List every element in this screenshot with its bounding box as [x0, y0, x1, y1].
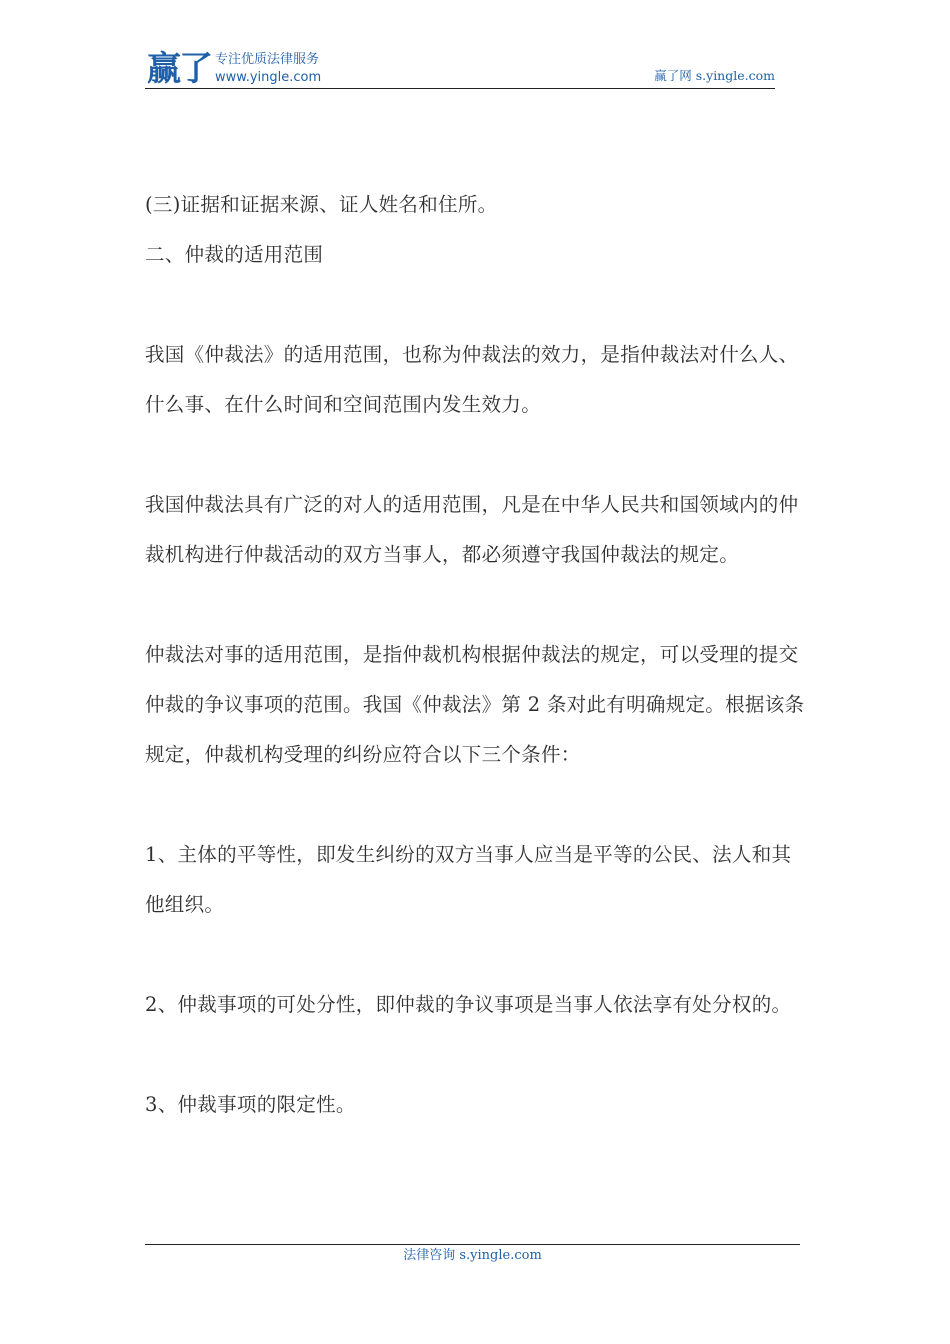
section-heading: 二、仲裁的适用范围 [145, 243, 324, 266]
header-site-link[interactable]: 赢了网 s.yingle.com [654, 68, 775, 83]
list-item-condition-2: 2、仲裁事项的可处分性，即仲裁的争议事项是当事人依法享有处分权的。 [145, 993, 792, 1016]
paragraph-scope-definition: 我国《仲裁法》的适用范围，也称为仲裁法的效力，是指仲裁法对什么人、什么事、在什么时间和空间范围内发生效力。 [145, 343, 799, 416]
list-item-condition-3: 3、仲裁事项的限定性。 [145, 1093, 356, 1116]
paragraph-evidence: (三)证据和证据来源、证人姓名和住所。 [145, 193, 498, 216]
footer-divider [145, 1244, 800, 1245]
paragraph-spacer [145, 580, 810, 630]
logo-url[interactable]: www.yingle.com [215, 70, 322, 85]
paragraph-scope-matters: 仲裁法对事的适用范围，是指仲裁机构根据仲裁法的规定，可以受理的提交仲裁的争议事项的范围。我国《仲裁法》第 2 条对此有明确规定。根据该条规定，仲裁机构受理的纠纷应符合以下三个条件： [145, 643, 805, 766]
footer-link[interactable]: 法律咨询 s.yingle.com [403, 1248, 542, 1263]
page-header [145, 48, 775, 89]
logo-slogan: 专注优质法律服务 [215, 52, 320, 67]
paragraph-spacer [145, 780, 810, 830]
paragraph-spacer [145, 930, 810, 980]
paragraph-spacer [145, 430, 810, 480]
paragraph-spacer [145, 280, 810, 330]
paragraph-scope-persons: 我国仲裁法具有广泛的对人的适用范围，凡是在中华人民共和国领域内的仲裁机构进行仲裁活动的双方当事人，都必须遵守我国仲裁法的规定。 [145, 493, 799, 566]
site-logo[interactable]: 赢了 [147, 49, 211, 89]
list-item-condition-1: 1、主体的平等性，即发生纠纷的双方当事人应当是平等的公民、法人和其他组织。 [145, 843, 792, 916]
document-body [145, 180, 810, 1130]
paragraph-spacer [145, 1030, 810, 1080]
